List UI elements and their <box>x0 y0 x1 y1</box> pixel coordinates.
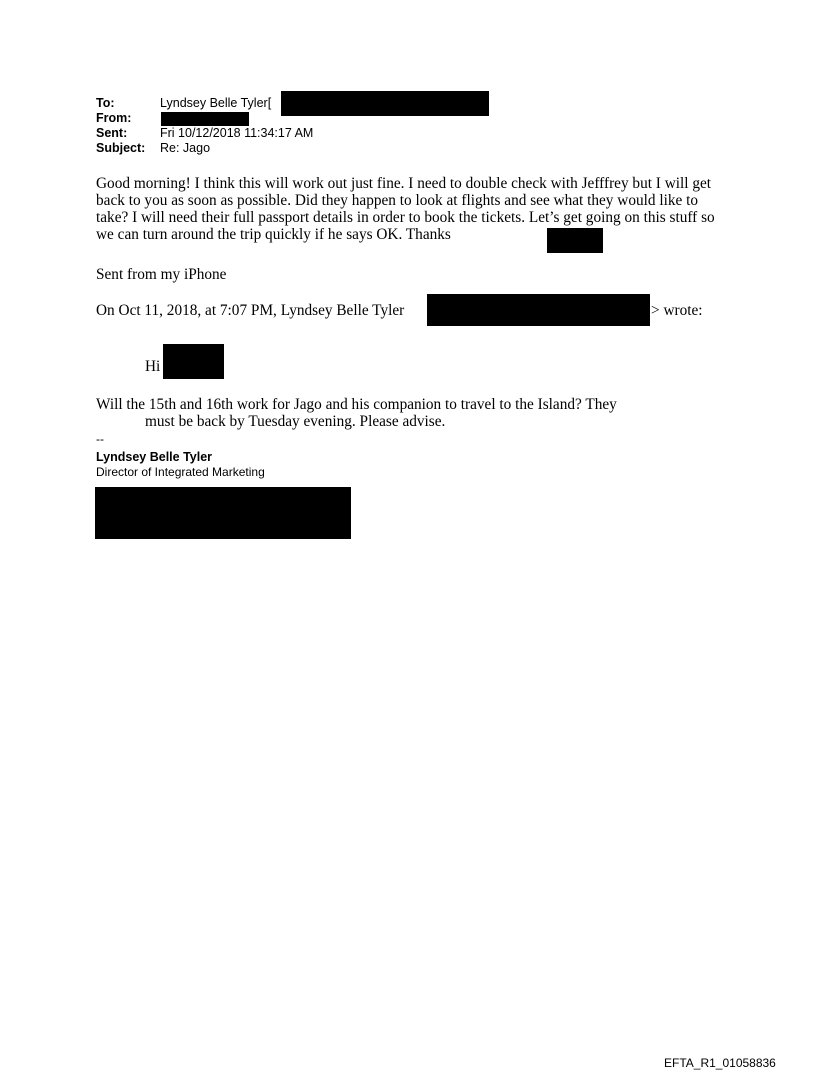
sent-label: Sent: <box>96 126 128 140</box>
redaction-greeting-name <box>163 344 224 379</box>
reply-paragraph: Good morning! I think this will work out just fine. I need to double check with Jefffrey but I will get back to you as soon as possible. Did they happen to look at flights and see what they would like to take? I will need their full passport details in order to book the tickets. Let’s get going on this stuff so we can turn around the trip quickly if he says OK. Thanks <box>96 175 715 243</box>
signature-separator: -- <box>96 432 104 446</box>
redaction-signoff-name <box>547 228 603 253</box>
quote-intro-line: On Oct 11, 2018, at 7:07 PM, Lyndsey Belle Tyler <box>96 302 405 319</box>
to-label: To: <box>96 96 115 110</box>
redaction-sender-email <box>427 294 650 326</box>
subject-label: Subject: <box>96 141 146 155</box>
to-value: Lyndsey Belle Tyler[ <box>160 96 272 110</box>
from-label: From: <box>96 111 132 125</box>
sent-from-line: Sent from my iPhone <box>96 266 227 283</box>
document-id: EFTA_R1_01058836 <box>664 1056 776 1070</box>
signature-title: Director of Integrated Marketing <box>96 465 265 479</box>
quoted-line-1: Will the 15th and 16th work for Jago and his companion to travel to the Island? They <box>96 396 617 413</box>
sent-value: Fri 10/12/2018 11:34:17 AM <box>160 126 314 140</box>
subject-value: Re: Jago <box>160 141 211 155</box>
quote-wrote-text: > wrote: <box>651 302 703 319</box>
redaction-to-email <box>281 91 489 116</box>
signature-name: Lyndsey Belle Tyler <box>96 450 213 464</box>
quoted-line-2: must be back by Tuesday evening. Please advise. <box>145 413 446 430</box>
redaction-signature-block <box>95 487 351 539</box>
quoted-greeting: Hi <box>145 358 161 375</box>
redaction-from <box>161 112 249 126</box>
